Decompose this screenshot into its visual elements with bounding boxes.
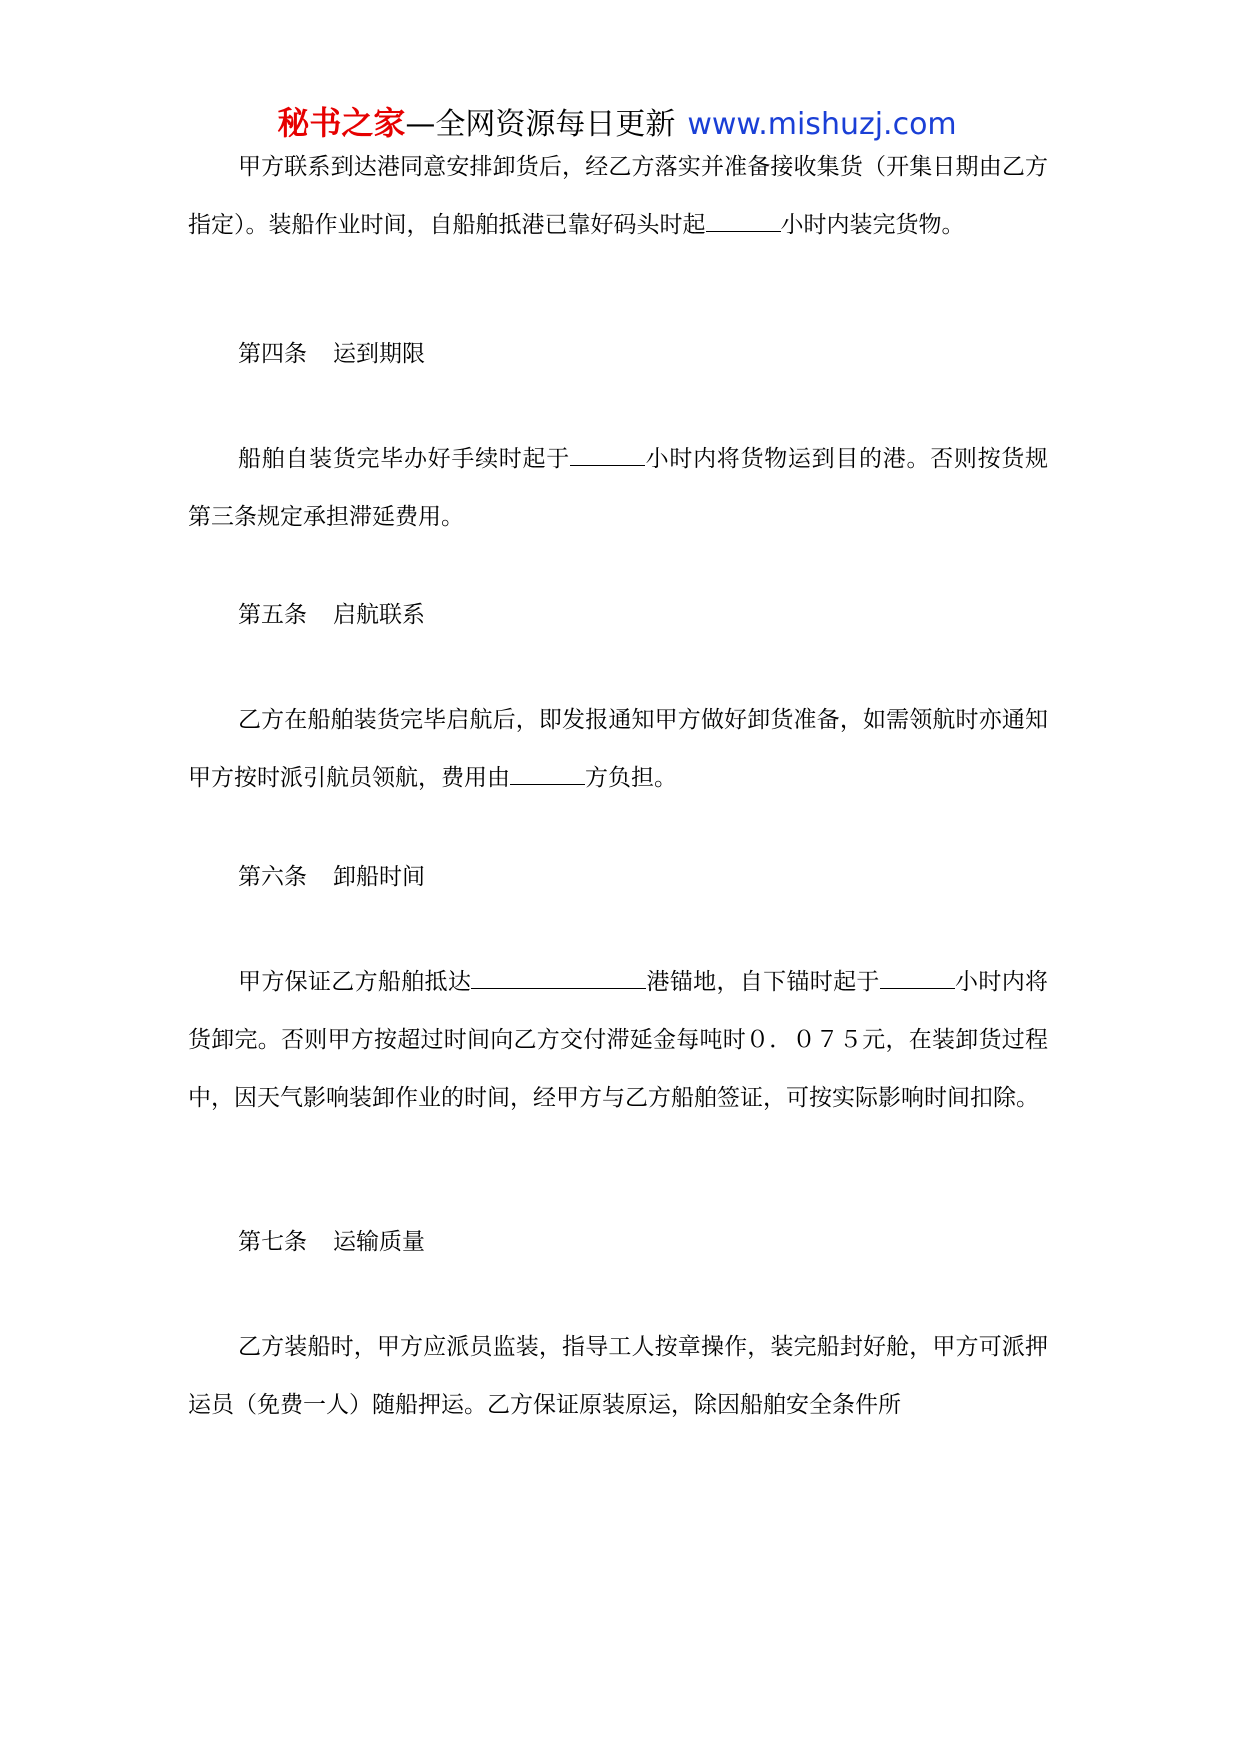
- section-heading-7: 第七条 运输质量: [238, 1229, 425, 1255]
- site-url: www.mishuzj.com: [687, 107, 957, 142]
- section-heading-5: 第五条 启航联系: [238, 602, 425, 628]
- paragraph-departure-contact: 乙方在船舶装货完毕启航后，即发报通知甲方做好卸货准备，如需领航时亦通知甲方按时派引航员领航，费用由 方负担。: [188, 707, 1048, 791]
- section-heading-4: 第四条 运到期限: [238, 341, 425, 367]
- paragraph-delivery-deadline: 船舶自装货完毕办好手续时起于 小时内将货物运到目的港。否则按货规第三条规定承担滞延费用。: [188, 430, 1048, 546]
- paragraph-loading-time: 甲方联系到达港同意安排卸货后，经乙方落实并准备接收集货（开集日期由乙方指定）。装船作业时间，自船舶抵港已靠好码头时起 小时内装完货物。: [188, 154, 1048, 238]
- blank-field: [706, 207, 781, 232]
- brand-tagline: —全网资源每日更新: [405, 107, 676, 142]
- blank-field: [471, 964, 646, 989]
- paragraph-transport-quality: 乙方装船时，甲方应派员监装，指导工人按章操作，装完船封好舱，甲方可派押运员（免费一人）随船押运。乙方保证原装原运，除因船舶安全条件所: [188, 1334, 1048, 1418]
- blank-field: [570, 441, 645, 466]
- paragraph-unloading-time: 甲方保证乙方船舶抵达 港锚地，自下锚时起于 小时内将货卸完。否则甲方按超过时间向乙方交付滞延金每吨时０．０７５元，在装卸货过程中，因天气影响装卸作业的时间，经甲方与乙方船舶签证，可按实际影响时间扣除。: [188, 953, 1048, 1127]
- blank-field: [510, 760, 585, 785]
- section-heading-6: 第六条 卸船时间: [238, 864, 425, 890]
- brand-name: 秘书之家: [277, 104, 406, 142]
- blank-field: [880, 964, 955, 989]
